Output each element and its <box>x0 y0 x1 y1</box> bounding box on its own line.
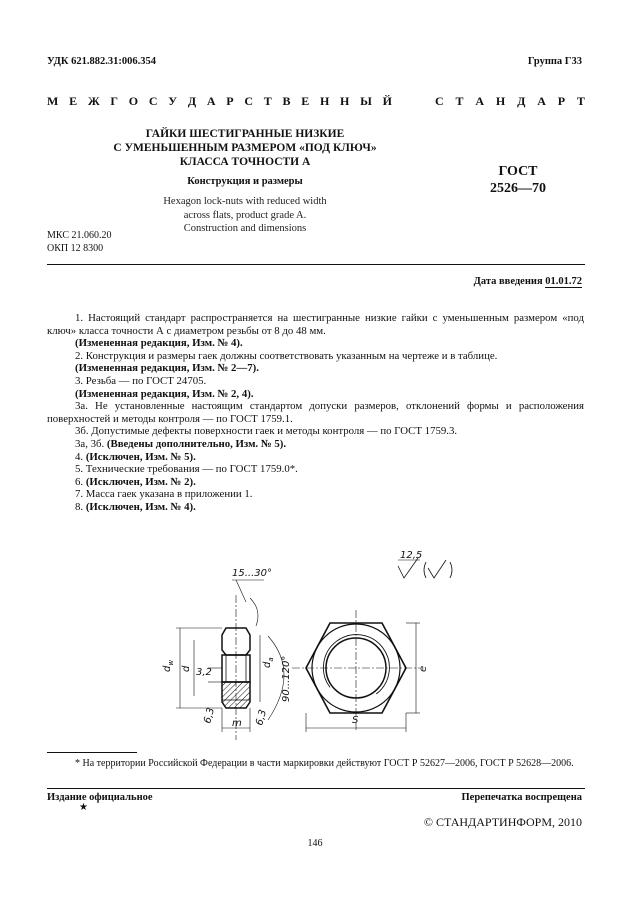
paragraph-8-note: (Исключен, Изм. № 4). <box>85 500 196 513</box>
gost-number <box>490 163 546 197</box>
banner-letter: Н <box>495 94 506 108</box>
banner-letter: В <box>282 94 291 108</box>
gost-label: ГОСТ <box>498 164 538 179</box>
angle-top-label: 15...30° <box>232 568 272 579</box>
dim-da-label <box>262 657 275 668</box>
paragraph-2: 2. Конструкция и размеры гаек должны соответствовать указанным на чертеже и в таблице. <box>75 349 498 362</box>
dim-m-label: m <box>232 718 242 729</box>
banner-letter: Р <box>226 94 234 108</box>
dim-d-label: d <box>181 665 192 672</box>
paragraph-3ab <box>47 438 584 451</box>
paragraph-5: 5. Технические требования — по ГОСТ 1759.0*. <box>75 463 298 476</box>
english-title <box>110 195 380 236</box>
footer-divider <box>47 788 585 789</box>
roughness-value: 12,5 <box>400 550 423 561</box>
paragraph-3ab-note: (Введены дополнительно, Изм. № 5). <box>106 437 287 450</box>
banner-letter: А <box>537 94 546 108</box>
banner-letter: Р <box>557 94 566 108</box>
dim-63-left-label: 6,3 <box>202 706 218 725</box>
paragraph-4-prefix: 4. <box>75 450 84 463</box>
paragraph-1-note: (Измененная редакция, Изм. № 4). <box>75 337 243 350</box>
dim-da-main: d <box>262 661 273 668</box>
banner-letter: Ы <box>360 94 372 108</box>
paragraph-2-note: (Измененная редакция, Изм. № 2—7). <box>75 362 259 375</box>
paragraph-7: 7. Масса гаек указана в приложении 1. <box>75 488 253 501</box>
banner-letter: М <box>47 94 59 108</box>
dim-dw-main: d <box>162 665 173 672</box>
english-title-line-3: Construction and dimensions <box>183 223 307 234</box>
banner-letter: Н <box>340 94 350 108</box>
dim-32-label: 3,2 <box>196 667 212 678</box>
title-line-1: ГАЙКИ ШЕСТИГРАННЫЕ НИЗКИЕ <box>145 128 345 140</box>
paragraph-8 <box>47 501 584 514</box>
paragraph-3a: 3а. Не установленные настоящим стандартом допуски размеров, отклонений формы и расположения поверхностей и методы контроля — по ГОСТ 1759.1. <box>47 400 584 425</box>
reprint-notice: Перепечатка воспрещена <box>461 792 582 803</box>
official-edition: Издание официальное <box>47 792 153 803</box>
standard-banner <box>47 94 585 109</box>
nut-side-view <box>162 568 292 740</box>
dim-dw-sub: w <box>167 659 175 666</box>
banner-letter: А <box>475 94 485 108</box>
banner-letter: Д <box>517 94 526 108</box>
paragraph-4-note: (Исключен, Изм. № 5). <box>85 450 196 463</box>
page-number: 146 <box>307 838 323 849</box>
okp-code: ОКП 12 8300 <box>47 242 104 254</box>
date-label: Дата введения <box>473 276 543 287</box>
banner-left <box>47 94 392 109</box>
paragraph-6 <box>47 476 584 489</box>
classification-codes <box>47 230 111 255</box>
banner-letter: Й <box>382 94 392 108</box>
banner-letter: Г <box>110 94 119 108</box>
document-title <box>100 127 390 169</box>
paragraph-8-prefix: 8. <box>75 500 84 513</box>
banner-right <box>435 94 585 109</box>
footnote-divider <box>47 752 137 753</box>
roughness-symbol <box>398 550 452 578</box>
title-line-3: КЛАССА ТОЧНОСТИ А <box>179 156 311 168</box>
group-code: Группа Г33 <box>527 56 582 67</box>
star-mark: ★ <box>79 802 88 813</box>
banner-letter: С <box>435 94 444 108</box>
paragraph-6-prefix: 6. <box>75 475 84 488</box>
english-title-line-2: across flats, product grade A. <box>183 209 307 221</box>
udk-code: УДК 621.882.31:006.354 <box>47 56 156 67</box>
banner-letter: Е <box>301 94 310 108</box>
footnote <box>47 758 584 771</box>
banner-letter: Т <box>576 94 585 108</box>
banner-letter: Т <box>263 94 272 108</box>
angle-side-label: 90...120° <box>281 655 292 702</box>
mks-code: МКС 21.060.20 <box>47 230 112 241</box>
dim-da-sub: a <box>267 657 275 662</box>
banner-letter: С <box>244 94 253 108</box>
body-text <box>47 312 584 514</box>
banner-letter: Е <box>69 94 78 108</box>
document-subtitle: Конструкция и размеры <box>187 176 303 187</box>
paragraph-3ab-prefix: 3а, 3б. <box>75 437 105 450</box>
banner-letter: Н <box>319 94 330 108</box>
gost-code: 2526—70 <box>490 181 546 196</box>
banner-letter: Д <box>187 94 197 108</box>
banner-letter: Т <box>455 94 464 108</box>
header-divider <box>47 264 585 265</box>
paragraph-3-note: (Измененная редакция, Изм. № 2, 4). <box>75 387 254 400</box>
banner-letter: Ж <box>87 94 100 108</box>
banner-letter: С <box>148 94 158 108</box>
introduction-date <box>474 276 582 287</box>
footnote-text: * На территории Российской Федерации в части маркировки действуют ГОСТ Р 52627—2006, ГОСТ Р 52628—2006. <box>75 758 574 769</box>
dim-dw-label <box>162 660 175 672</box>
banner-letter: О <box>128 94 139 108</box>
paragraph-3b: 3б. Допустимые дефекты поверхности гаек и методы контроля — по ГОСТ 1759.3. <box>75 425 458 438</box>
date-value: 01.01.72 <box>545 276 582 287</box>
english-title-line-1: Hexagon lock-nuts with reduced width <box>163 196 327 207</box>
paragraph-4 <box>47 451 584 464</box>
banner-letter: А <box>206 94 216 108</box>
title-line-2: С УМЕНЬШЕННЫМ РАЗМЕРОМ «ПОД КЛЮЧ» <box>113 142 377 154</box>
nut-front-view <box>292 610 429 732</box>
dim-e-label: e <box>418 665 429 672</box>
paragraph-1: 1. Настоящий стандарт распространяется на шестигранные низкие гайки с уменьшенным размером «под ключ» класса точности А с диаметром резьбы от 8 до 48 мм. <box>47 312 584 337</box>
paragraph-6-note: (Исключен, Изм. № 2). <box>85 475 196 488</box>
dim-63-right-label: 6,3 <box>254 708 270 727</box>
banner-letter: У <box>168 94 178 108</box>
nut-drawing <box>0 540 630 750</box>
dim-s-label: S <box>352 715 359 726</box>
paragraph-3: 3. Резьба — по ГОСТ 24705. <box>75 374 207 387</box>
copyright: © СТАНДАРТИНФОРМ, 2010 <box>423 815 582 829</box>
